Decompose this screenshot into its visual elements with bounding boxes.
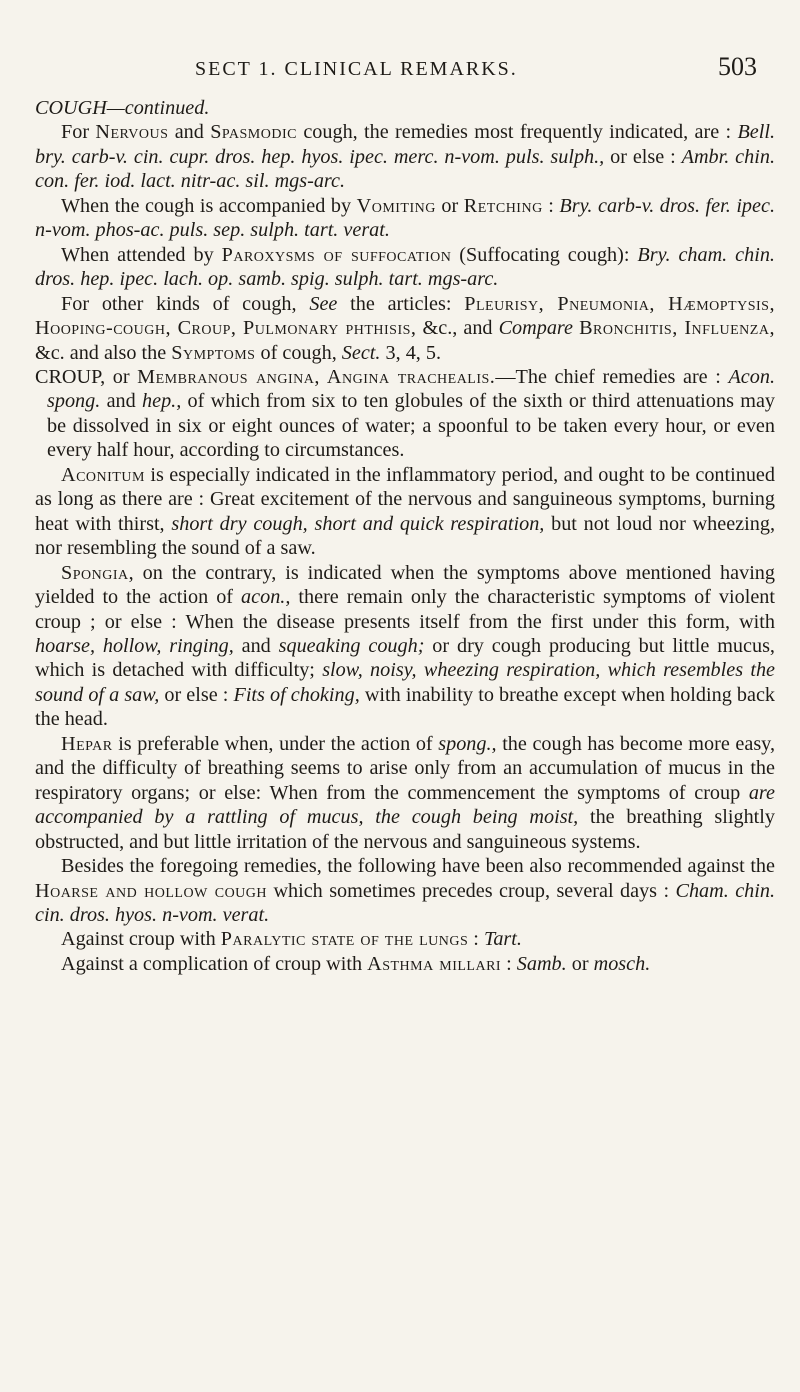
paragraph-paralytic: Against croup with Paralytic state of the lungs : Tart. [61,928,522,951]
remedy-list: mosch. [593,952,651,975]
remedy-list: Bell. bry. carb-v. cin. cupr. dros. hep. hyos. ipec. merc. n-vom. puls. sulph., [35,121,775,168]
term-paralytic: Paralytic state of the lungs [220,928,469,951]
paragraph-asthma: Against a complication of croup with Asthma millari : Samb. or mosch. [61,952,651,975]
remedy-list: Cham. chin. cin. dros. hyos. n-vom. verat. [35,879,776,926]
remedy-list: Bry. cham. chin. dros. hep. ipec. lach. op. samb. spig. sulph. tart. mgs-arc. [35,243,775,291]
paragraph-nervous-cough: For Nervous and Spasmodic cough, the remedies most frequently indicated, are : Bell. bry. carb-v. cin. cupr. dros. hep. hyos. ipec. merc. n-vom. puls. sulph., or else : Ambr. chin. con. fer. iod. lact. nitr-ac. sil. mgs-arc. [35,121,775,193]
running-head: SECT 1. CLINICAL REMARKS. [195,58,518,80]
paragraph-vomiting: When the cough is accompanied by Vomiting or Retching : Bry. carb-v. dros. fer. ipec. n-vom. phos-ac. puls. sep. sulph. tart. verat. [35,194,775,242]
entry-croup: CROUP, or Membranous angina, Angina trachealis.—The chief remedies are : Acon. spong. and hep., of which from six to ten globules of the sixth or third attenuations may be dissolved in six or eight ounces of water; a spoonful to be taken every hour, or even every half hour, according to circumstances. [35,365,775,462]
term-asthma: Asthma millari [367,952,502,975]
term-vomiting: Vomiting [356,194,436,217]
body-text [35,96,775,976]
term-hoarse-cough: Hoarse and hollow cough [35,879,268,902]
compare-reference: Compare [498,317,573,340]
article-list: Bronchitis, Influenza, [579,317,775,340]
term-paroxysms: Paroxysms of suffocation [221,243,452,266]
remedy-list: Samb. [516,952,567,975]
paragraph-hepar: Hepar is preferable when, under the action of spong., the cough has become more easy, and the difficulty of breathing seems to arise only from an accumulation of mucus in the respiratory organs; or else: When from the commencement the symptoms of croup are accompanied by a rattling of mucus, the cough being moist, the breathing slightly obstructed, and but little irritation of the nervous and sanguineous systems. [35,732,775,853]
paragraph-aconitum: Aconitum is especially indicated in the inflammatory period, and ought to be continued as long as there are : Great excitement of the nervous and sanguineous symptoms, burning heat with thirst, short dry cough, short and quick respiration, but not loud nor wheezing, nor resembling the sound of a saw. [35,463,775,560]
paragraph-suffocation: When attended by Paroxysms of suffocation (Suffocating cough): Bry. cham. chin. dros. hep. ipec. lach. op. samb. spig. sulph. tart. mgs-arc. [35,243,775,291]
remedy-list: hep., [142,390,182,413]
article-list: Pleurisy, Pneumonia, Hæmoptysis, Hooping-cough, Croup, Pulmonary phthisis, [35,292,775,340]
remedy-hepar: Hepar [61,732,113,755]
see-reference: See [309,292,338,315]
paragraph-other-kinds: For other kinds of cough, See the articles: Pleurisy, Pneumonia, Hæmoptysis, Hooping-cough, Croup, Pulmonary phthisis, &c., and Compare Bronchitis, Influenza, &c. and also the Symptoms of cough, Sect. 3, 4, 5. [35,292,775,364]
paragraph-spongia: Spongia, on the contrary, is indicated when the symptoms above mentioned having yielded to the action of acon., there remain only the characteristic symptoms of violent croup ; or else : When the disease presents itself from the first under this form, with hoarse, hollow, ringing, and squeaking cough; or dry cough producing but little mucus, which is detached with difficulty; slow, noisy, wheezing respiration, which resembles the sound of a saw, or else : Fits of choking, with inability to breathe except when holding back the head. [35,561,775,731]
term-spasmodic: Spasmodic [210,121,297,144]
entry-title-croup: CROUP, [35,365,106,388]
sect-reference: Sect. [341,341,381,364]
remedy-aconitum: Aconitum [61,463,145,486]
remedy-list: Acon. spong. [47,365,775,413]
page-number: 503 [718,52,757,81]
heading-text: COUGH—continued. [35,97,210,119]
term-retching: Retching [463,194,543,217]
term-symptoms: Symptoms [171,341,256,364]
remedy-spongia: Spongia [61,561,129,584]
croup-synonyms: Membranous angina, Angina trachealis. [137,365,496,388]
paragraph-besides: Besides the foregoing remedies, the following have been also recommended against the Hoarse and hollow cough which sometimes precedes croup, several days : Cham. chin. cin. dros. hyos. n-vom. verat. [35,855,776,926]
remedy-list: Tart. [483,928,522,951]
remedy-list: Bry. carb-v. dros. fer. ipec. n-vom. phos-ac. puls. sep. sulph. tart. verat. [35,194,775,242]
remedy-list: Ambr. chin. con. fer. iod. lact. nitr-ac. sil. mgs-arc. [35,145,775,193]
section-continued-heading [35,96,775,120]
term-nervous: Nervous [95,121,169,144]
